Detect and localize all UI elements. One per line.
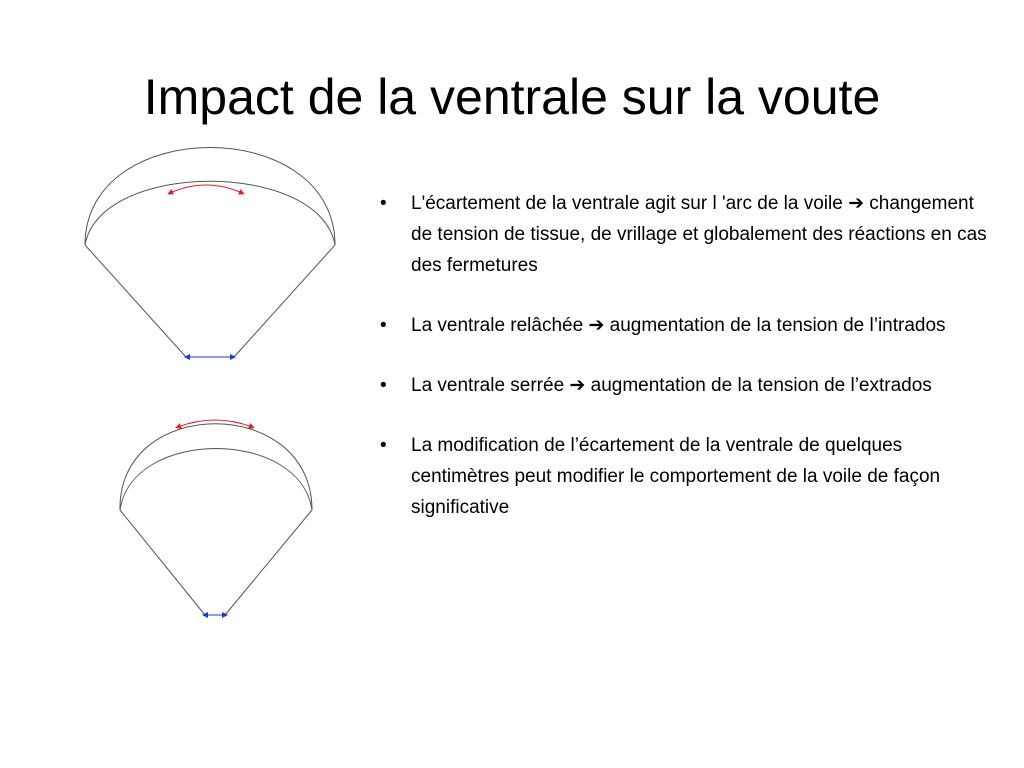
- bullet-text: L'écartement de la ventrale agit sur l 'arc de la voile: [411, 193, 849, 214]
- wing-diagram-tight: [120, 420, 312, 615]
- left-suspension-line: [120, 510, 205, 615]
- right-arrow-icon: ➔: [848, 192, 865, 214]
- bullet-item: [380, 310, 990, 341]
- upper-surface-arc: [85, 148, 335, 246]
- bullet-dot-icon: •: [380, 375, 387, 396]
- right-suspension-line: [234, 245, 335, 357]
- bullet-text: La modification de l’écartement de la ventrale de quelques centimètres peut modifier le comportement de la voile de façon significative: [411, 435, 941, 518]
- lower-surface-arc: [85, 181, 335, 245]
- bullet-item: [380, 188, 990, 281]
- bullet-text: La ventrale relâchée: [411, 315, 589, 336]
- bullet-item: [380, 430, 990, 523]
- bullet-item: [380, 370, 990, 401]
- wing-diagram-relaxed: [85, 148, 335, 358]
- right-arrow-icon: ➔: [569, 374, 586, 396]
- bullet-dot-icon: •: [380, 435, 387, 456]
- bullet-text-continued: augmentation de la tension de l’extrados: [585, 375, 932, 396]
- right-arrow-icon: ➔: [588, 314, 605, 336]
- bullet-list: [380, 188, 990, 552]
- slide-title: Impact de la ventrale sur la voute: [143, 69, 881, 125]
- left-suspension-line: [85, 245, 186, 357]
- bullet-dot-icon: •: [380, 315, 387, 336]
- bullet-text: La ventrale serrée: [411, 375, 570, 396]
- bullet-dot-icon: •: [380, 193, 387, 214]
- bullet-text-continued: changement de tension de tissue, de vrillage et globalement des réactions en cas des fermetures: [411, 193, 987, 276]
- lower-surface-arc: [120, 449, 312, 511]
- wing-diagrams: [0, 0, 380, 768]
- right-suspension-line: [225, 510, 312, 615]
- tension-arrow-red: [170, 185, 242, 193]
- bullet-text-continued: augmentation de la tension de l’intrados: [604, 315, 946, 336]
